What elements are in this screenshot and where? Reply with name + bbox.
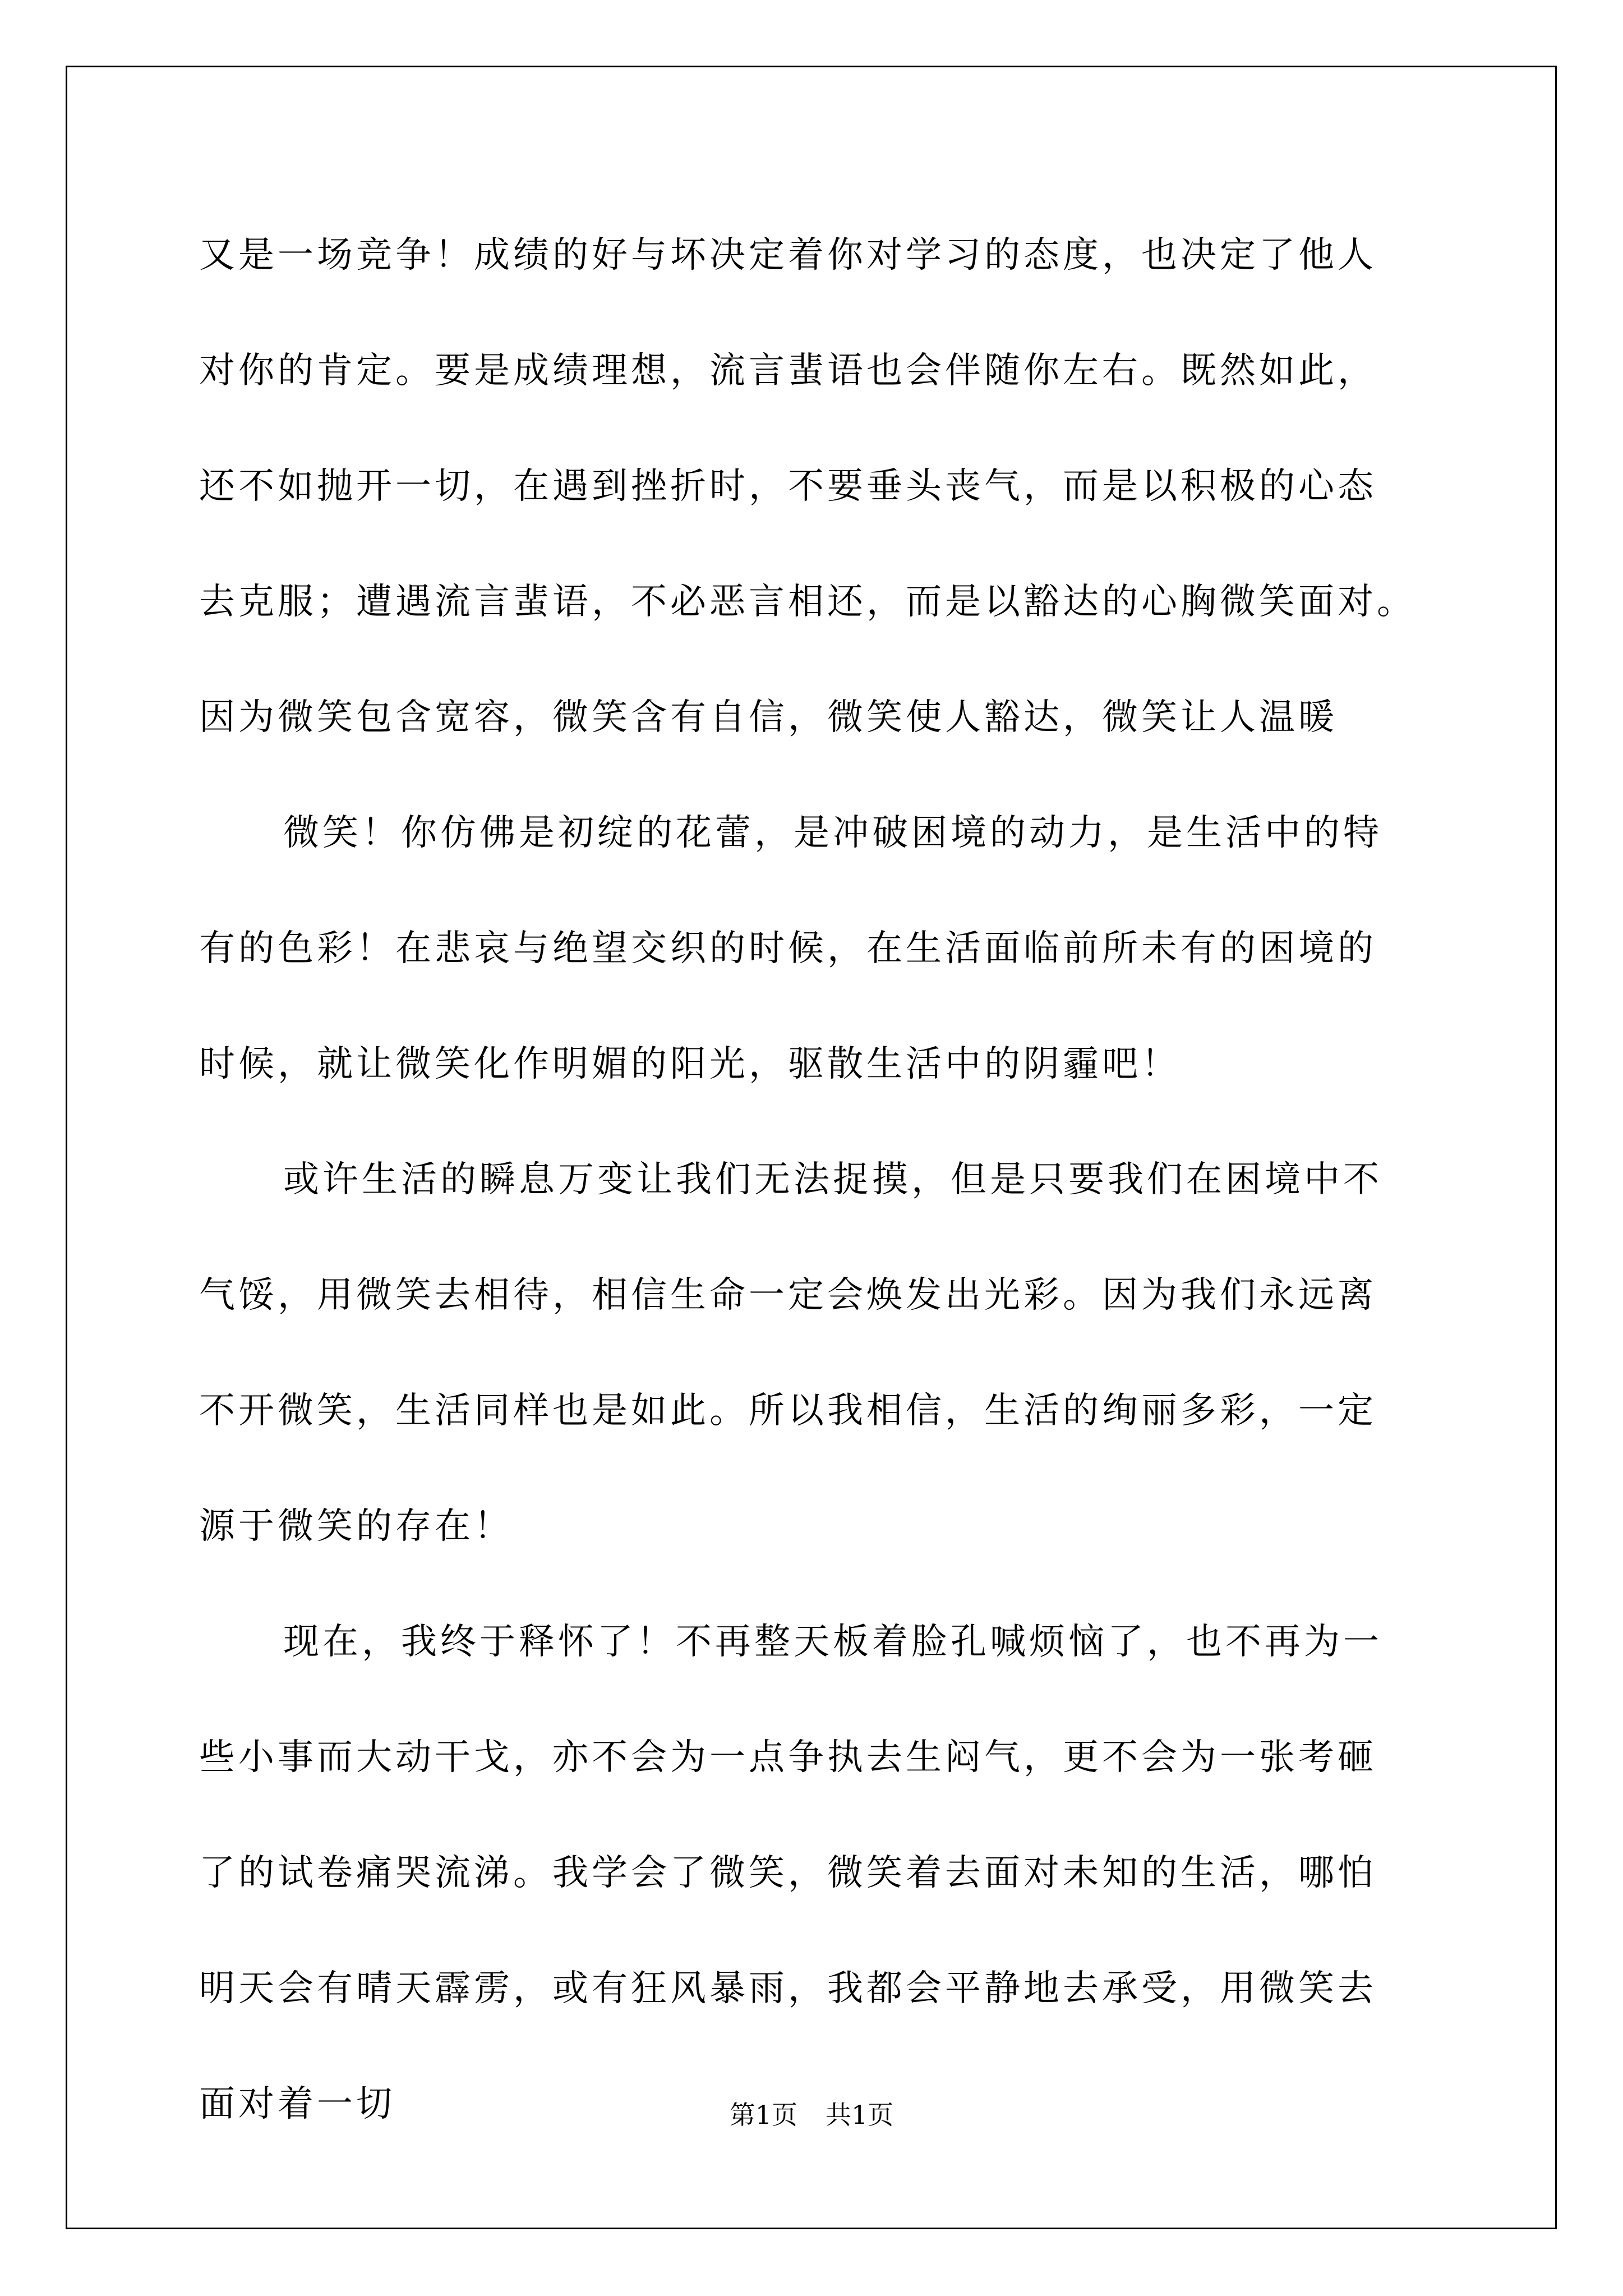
paragraph-start-line: 或许生活的瞬息万变让我们无法捉摸，但是只要我们在困境中不 (283, 1159, 1382, 1200)
page-footer (0, 2098, 1623, 2132)
text-line: 些小事而大动干戈，亦不会为一点争执去生闷气，更不会为一张考砸 (199, 1737, 1377, 1778)
paragraph-start-line: 微笑！你仿佛是初绽的花蕾，是冲破困境的动力，是生活中的特 (283, 812, 1382, 854)
text-line: 明天会有晴天霹雳，或有狂风暴雨，我都会平静地去承受，用微笑去 (199, 1968, 1377, 2009)
text-line: 有的色彩！在悲哀与绝望交织的时候，在生活面临前所未有的困境的 (199, 928, 1377, 969)
text-line: 源于微笑的存在！ (199, 1506, 513, 1547)
text-line: 不开微笑，生活同样也是如此。所以我相信，生活的绚丽多彩，一定 (199, 1390, 1377, 1432)
document-body (199, 213, 1428, 2178)
text-line: 面对着一切 (199, 2083, 395, 2125)
paragraph-start-line: 现在，我终于释怀了！不再整天板着脸孔喊烦恼了，也不再为一 (283, 1621, 1382, 1663)
text-line: 时候，就让微笑化作明媚的阳光，驱散生活中的阴霾吧！ (199, 1043, 1181, 1085)
page-number-total: 共1页 (826, 2100, 894, 2130)
page-number-current: 第1页 (729, 2100, 797, 2130)
text-line: 又是一场竞争！成绩的好与坏决定着你对学习的态度，也决定了他人 (199, 234, 1377, 276)
text-line: 对你的肯定。要是成绩理想，流言蜚语也会伴随你左右。既然如此， (199, 350, 1377, 392)
text-line: 还不如抛开一切，在遇到挫折时，不要垂头丧气，而是以积极的心态 (199, 466, 1377, 507)
text-line: 因为微笑包含宽容，微笑含有自信，微笑使人豁达，微笑让人温暖 (199, 697, 1338, 738)
text-line: 了的试卷痛哭流涕。我学会了微笑，微笑着去面对未知的生活，哪怕 (199, 1852, 1377, 1894)
text-line: 去克服；遭遇流言蜚语，不必恶言相还，而是以豁达的心胸微笑面对。 (199, 581, 1416, 623)
text-line: 气馁，用微笑去相待，相信生命一定会焕发出光彩。因为我们永远离 (199, 1274, 1377, 1316)
